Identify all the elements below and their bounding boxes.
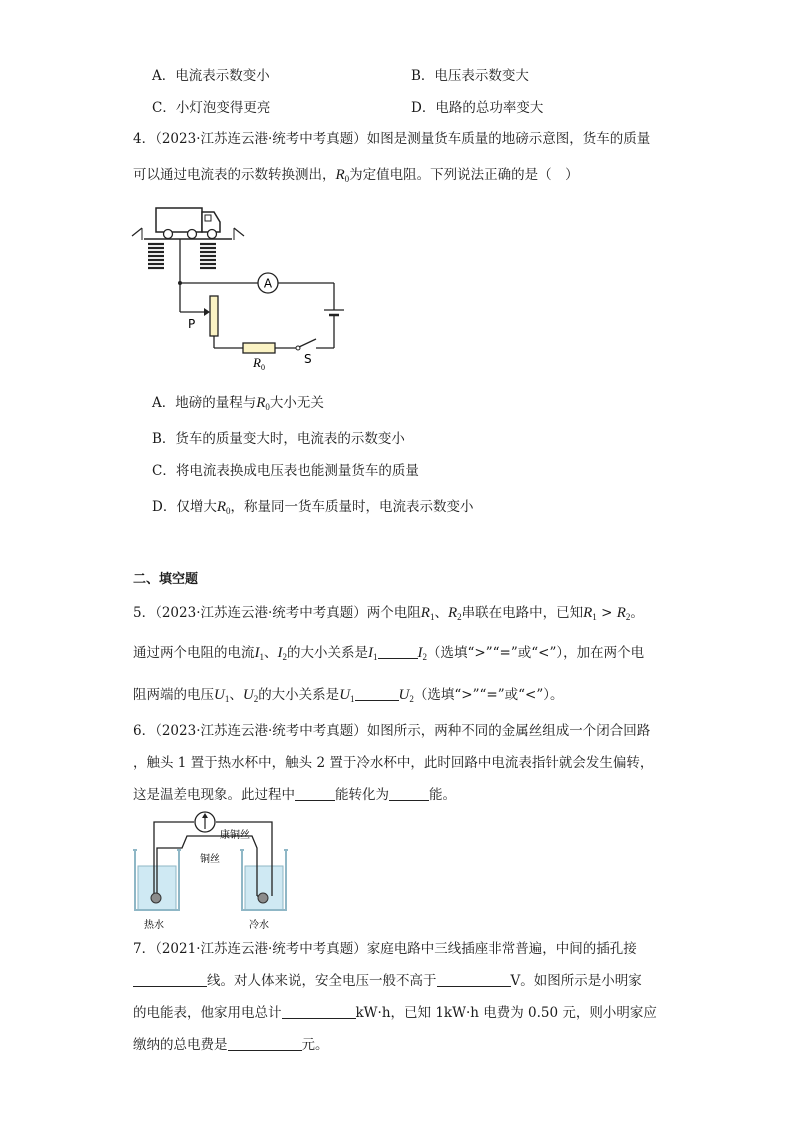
hot-water-label: 热水: [144, 920, 164, 931]
q5-blank-2[interactable]: [355, 686, 399, 701]
q3-option-c: C．小灯泡变得更亮: [152, 100, 271, 116]
q7-blank-1[interactable]: [133, 972, 207, 987]
switch-s: [299, 339, 316, 347]
q4-stem-line1: 4．（2023·江苏连云港·统考中考真题）如图是测量货车质量的地磅示意图，货车的质量: [133, 131, 651, 147]
q5-line2-post: （选填“>”“=”或“<”），加在两个电: [427, 645, 645, 661]
q6-line3-post: 能。: [429, 787, 456, 803]
q7-line1: 7．（2021·江苏连云港·统考中考真题）家庭电路中三线插座非常普遍，中间的插孔接: [133, 941, 637, 957]
q5-line3-post: （选填“>”“=”或“<”）。: [413, 687, 564, 703]
q5-line3: 阻两端的电压$U_1$、$U_2$的大小关系是$U_1$ $U_2$（选填“>”“=”或“<”）。: [133, 687, 564, 704]
q5-blank-1[interactable]: [378, 644, 418, 659]
right-spring-icon: [200, 244, 216, 268]
q7-line4-a: 缴纳的总电费是: [133, 1037, 228, 1053]
q4-stem-line2-post: 为定值电阻。下列说法正确的是（ ）: [349, 167, 579, 183]
q4-option-a-post: 大小无关: [269, 395, 324, 411]
q5-line3-pre: 阻两端的电压: [133, 687, 214, 703]
contact-1: [151, 893, 161, 903]
q5-line2-pre: 通过两个电阻的电流: [133, 645, 255, 661]
cold-water-label: 冷水: [249, 920, 269, 931]
q6-line2: ，触头 1 置于热水杯中，触头 2 置于冷水杯中，此时回路中电流表指针就会发生偏转，: [133, 755, 654, 771]
q5-line2: 通过两个电阻的电流$I_1$、$I_2$的大小关系是$I_1$ $I_2$（选填“>”“=”或“<”），加在两个电: [133, 645, 645, 662]
q3-option-d: D．电路的总功率变大: [411, 100, 544, 116]
q4-option-d: [152, 497, 474, 521]
q6-line3-pre: 这是温差电现象。此过程中: [133, 787, 295, 803]
q6-blank-2[interactable]: [389, 786, 429, 801]
q7-line3: [133, 1003, 657, 1023]
q4-option-d-pre: D．仅增大: [152, 499, 217, 515]
q7-blank-3[interactable]: [282, 1004, 356, 1019]
q7-line2-b: V。如图所示是小明家: [510, 973, 642, 989]
switch-label-s: S: [304, 352, 312, 366]
q4-option-b: B．货车的质量变大时，电流表的示数变小: [152, 431, 405, 447]
q7-line2: [133, 971, 642, 991]
ammeter-label: A: [263, 276, 273, 291]
section-title: 二、填空题: [133, 572, 199, 587]
r0-symbol: $R_0$: [335, 167, 350, 184]
q3-option-b: B．电压表示数变大: [411, 68, 529, 84]
q7-line3-a: 的电能表，他家用电总计: [133, 1005, 282, 1021]
truck-icon: [156, 208, 220, 239]
slider-arrow-icon: [204, 308, 210, 316]
q4-option-d-post: ，称量同一货车质量时，电流表示数变小: [230, 499, 474, 515]
q7-blank-4[interactable]: [228, 1036, 302, 1051]
q7-line4-b: 元。: [301, 1037, 329, 1053]
q5-line1: 5．（2023·江苏连云港·统考中考真题）两个电阻$R_1$、$R_2$串联在电路中，已知$R_1 > R_2$。: [133, 605, 644, 622]
q6-line3: [133, 785, 456, 805]
q4-option-a-pre: A．地磅的量程与: [152, 395, 257, 411]
q7-line2-a: 线。对人体来说，安全电压一般不高于: [207, 973, 437, 989]
q5-line1-mid: 串联在电路中，已知: [461, 605, 584, 621]
q6-blank-1[interactable]: [295, 786, 335, 801]
weighbridge-circuit-diagram: [128, 200, 358, 380]
q5-line2-mid: 的大小关系是: [287, 645, 368, 661]
thermocouple-diagram: [132, 810, 302, 935]
left-spring-icon: [148, 244, 164, 268]
q7-line3-b: kW·h，已知 1kW·h 电费为 0.50 元，则小明家应: [355, 1005, 657, 1021]
r0-symbol: $R_0$: [216, 499, 231, 516]
q6-line1: 6．（2023·江苏连云港·统考中考真题）如图所示，两种不同的金属丝组成一个闭合回路: [133, 723, 651, 739]
q4-option-c: C．将电流表换成电压表也能测量货车的质量: [152, 463, 419, 479]
r0-symbol: $R_0$: [256, 395, 270, 412]
resistor-r0: [243, 343, 275, 353]
resistor-r0-label: $R_0$: [253, 355, 265, 372]
q6-line3-mid: 能转化为: [335, 787, 389, 803]
q4-option-a: [152, 393, 324, 417]
q5-line1-pre: 5．（2023·江苏连云港·统考中考真题）两个电阻: [133, 605, 421, 621]
q4-stem-line2-pre: 可以通过电流表的示数转换测出，: [133, 167, 336, 183]
q7-line4: [133, 1035, 329, 1055]
slider-label-p: P: [188, 317, 196, 331]
q5-line3-mid: 的大小关系是: [258, 687, 340, 703]
contact-2: [258, 893, 268, 903]
q7-blank-2[interactable]: [437, 972, 511, 987]
q3-option-a: A．电流表示数变小: [152, 68, 270, 84]
copper-wire-label: 铜丝: [200, 854, 220, 865]
q4-stem-line2: [133, 165, 579, 189]
rheostat: [210, 296, 218, 336]
constantan-wire-label: 康铜丝: [220, 830, 250, 841]
